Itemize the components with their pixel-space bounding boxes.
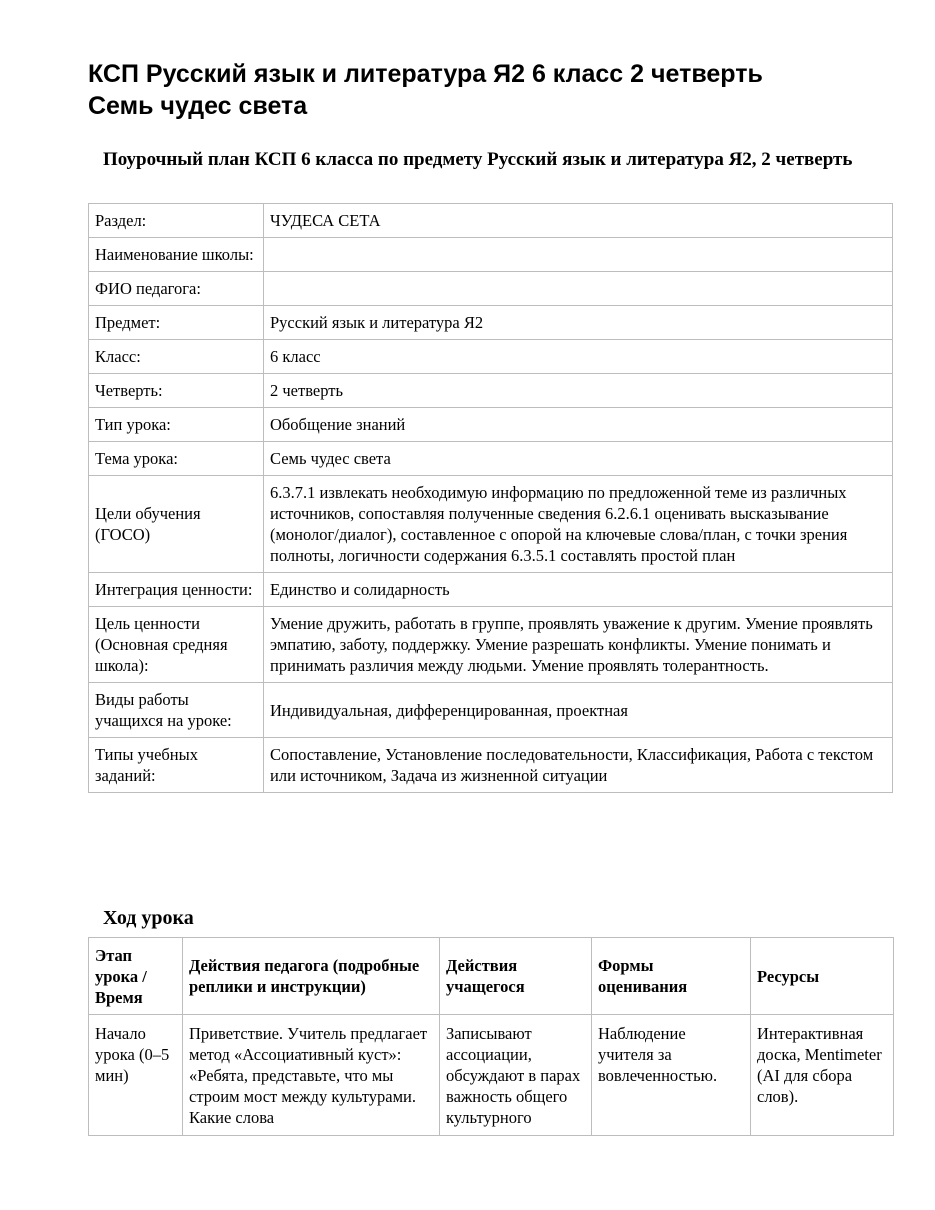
info-key: Четверть: (89, 374, 264, 408)
info-key: Цель ценности (Основная средняя школа): (89, 607, 264, 683)
page-title-line-1: КСП Русский язык и литература Я2 6 класс 2 четверть (88, 60, 763, 88)
info-value: 6 класс (264, 340, 893, 374)
info-value: ЧУДЕСА СЕТА (264, 204, 893, 238)
table-row (89, 442, 893, 476)
info-value (264, 238, 893, 272)
table-row (89, 573, 893, 607)
info-value: Обобщение знаний (264, 408, 893, 442)
table-row (89, 476, 893, 573)
info-key: Интеграция ценности: (89, 573, 264, 607)
info-value: Индивидуальная, дифференцированная, проектная (264, 683, 893, 738)
assessment-cell: Наблюдение учителя за вовлеченностью. (592, 1015, 751, 1136)
info-key: Предмет: (89, 306, 264, 340)
info-value (264, 272, 893, 306)
table-row (89, 374, 893, 408)
column-header-stage: Этап урока / Время (89, 938, 183, 1015)
table-row (89, 738, 893, 793)
lesson-flow-table (88, 937, 894, 1136)
info-key: ФИО педагога: (89, 272, 264, 306)
info-key: Типы учебных заданий: (89, 738, 264, 793)
stage-cell: Начало урока (0–5 мин) (89, 1015, 183, 1136)
info-key: Тема урока: (89, 442, 264, 476)
table-row (89, 204, 893, 238)
table-row (89, 1015, 894, 1136)
student-actions-cell: Записывают ассоциации, обсуждают в парах важность общего культурного (440, 1015, 592, 1136)
info-value: Русский язык и литература Я2 (264, 306, 893, 340)
info-key: Цели обучения (ГОСО) (89, 476, 264, 573)
table-row (89, 408, 893, 442)
column-header-teacher-actions: Действия педагога (подробные реплики и инструкции) (183, 938, 440, 1015)
table-header-row (89, 938, 894, 1015)
table-row (89, 306, 893, 340)
column-header-student-actions: Действия учащегося (440, 938, 592, 1015)
plan-subtitle: Поурочный план КСП 6 класса по предмету Русский язык и литература Я2, 2 четверть (103, 149, 853, 170)
column-header-resources: Ресурсы (751, 938, 894, 1015)
info-key: Тип урока: (89, 408, 264, 442)
info-value: Семь чудес света (264, 442, 893, 476)
page-title-line-2: Семь чудес света (88, 92, 308, 120)
info-key: Класс: (89, 340, 264, 374)
info-value: 2 четверть (264, 374, 893, 408)
table-row (89, 272, 893, 306)
lesson-section-title: Ход урока (103, 907, 194, 929)
resources-cell: Интерактивная доска, Mentimeter (AI для сбора слов). (751, 1015, 894, 1136)
table-row (89, 683, 893, 738)
info-value: Сопоставление, Установление последовательности, Классификация, Работа с текстом или источником, Задача из жизненной ситуации (264, 738, 893, 793)
column-header-assessment: Формы оценивания (592, 938, 751, 1015)
lesson-info-table (88, 203, 893, 793)
table-row (89, 238, 893, 272)
table-row (89, 340, 893, 374)
info-value: Умение дружить, работать в группе, проявлять уважение к другим. Умение проявлять эмпатию, заботу, поддержку. Умение разрешать конфликты. Умение понимать и принимать различия между людьми. Умение проявлять толерантность. (264, 607, 893, 683)
table-row (89, 607, 893, 683)
info-key: Наименование школы: (89, 238, 264, 272)
info-value: Единство и солидарность (264, 573, 893, 607)
info-value: 6.3.7.1 извлекать необходимую информацию по предложенной теме из различных источников, сопоставляя полученные сведения 6.2.6.1 оценивать высказывание (монолог/диалог), составленное с опорой на ключевые слова/план, с точки зрения полноты, логичности содержания 6.3.5.1 составлять простой план (264, 476, 893, 573)
info-key: Раздел: (89, 204, 264, 238)
teacher-actions-cell: Приветствие. Учитель предлагает метод «Ассоциативный куст»: «Ребята, представьте, что мы строим мост между культурами. Какие слова (183, 1015, 440, 1136)
info-key: Виды работы учащихся на уроке: (89, 683, 264, 738)
page-title (88, 58, 888, 122)
